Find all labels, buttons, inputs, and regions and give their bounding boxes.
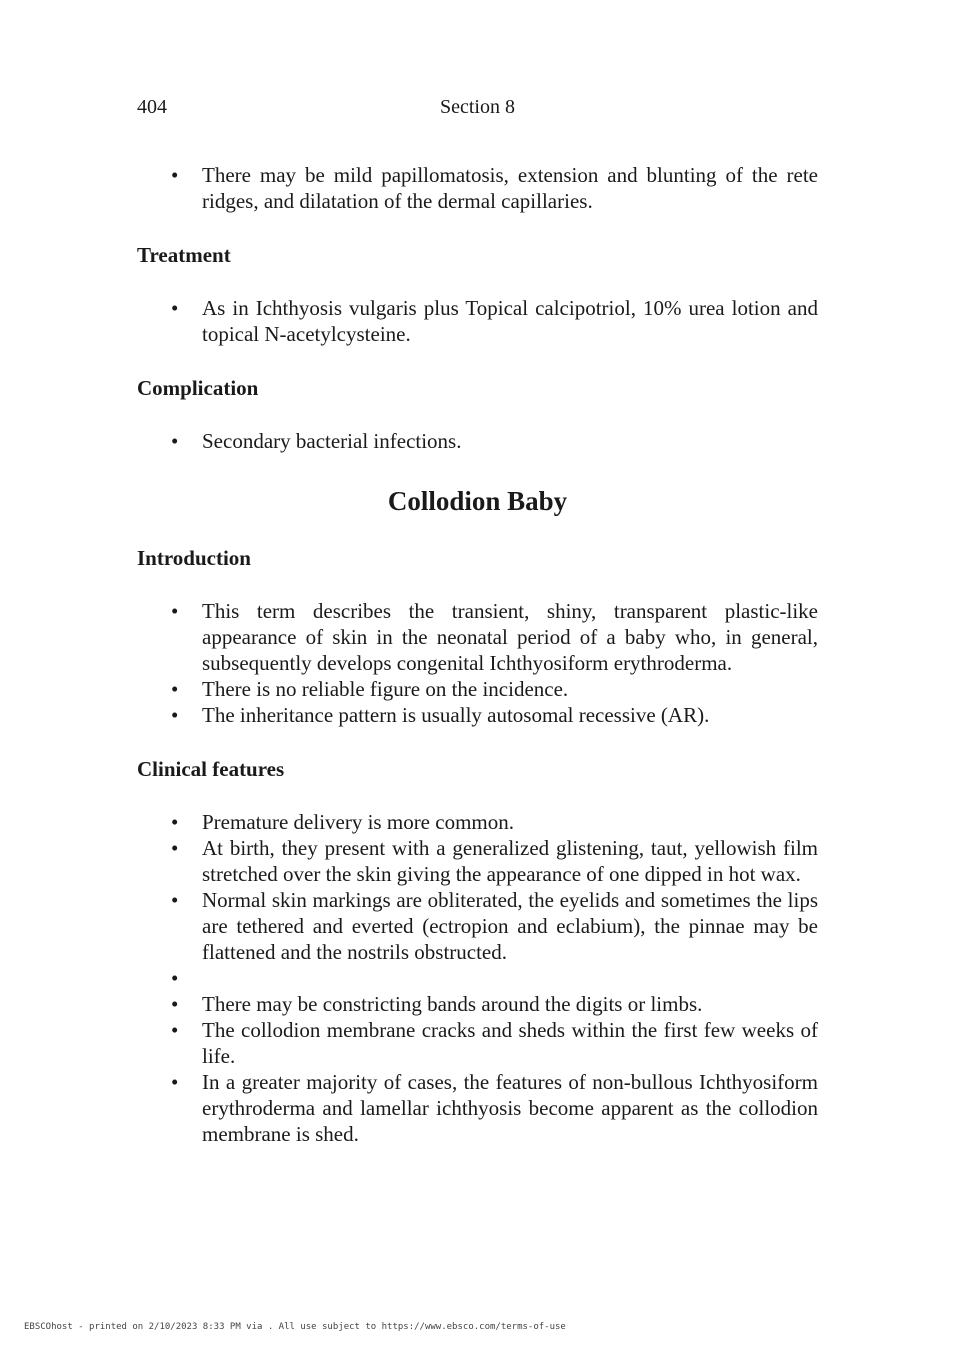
list-item: • At birth, they present with a generalized glistening, taut, yellowish film stretched over the skin giving the appearance of one dipped in hot wax. <box>202 835 818 887</box>
heading-complication: Complication <box>137 376 259 400</box>
list-item: • There may be constricting bands around the digits or limbs. <box>202 991 818 1017</box>
list-item <box>202 965 818 991</box>
list-item: • Premature delivery is more common. <box>202 809 818 835</box>
list-item: • This term describes the transient, shiny, transparent plastic-like appearance of skin in the neonatal period of a baby who, in general, subsequently develops congenital Ichthyosiform erythroderma. <box>202 598 818 676</box>
list-item: • There is no reliable figure on the incidence. <box>202 676 818 702</box>
bullet-list <box>137 295 818 347</box>
list-item: • As in Ichthyosis vulgaris plus Topical calcipotriol, 10% urea lotion and topical N-acetylcysteine. <box>202 295 818 347</box>
list-item: • The collodion membrane cracks and sheds within the first few weeks of life. <box>202 1017 818 1069</box>
running-head: Section 8 <box>440 96 515 118</box>
heading-clinical-features: Clinical features <box>137 757 285 781</box>
list-item: • Normal skin markings are obliterated, the eyelids and sometimes the lips are tethered and everted (ectropion and eclabium), the pinnae may be flattened and the nostrils obstructed. <box>202 887 818 965</box>
section-title: Collodion Baby <box>387 486 568 516</box>
list-item: • The inheritance pattern is usually autosomal recessive (AR). <box>202 702 818 728</box>
heading-introduction: Introduction <box>137 546 251 570</box>
list-item: • There may be mild papillomatosis, extension and blunting of the rete ridges, and dilatation of the dermal capillaries. <box>202 162 818 214</box>
bullet-list <box>137 162 818 214</box>
page-content <box>137 162 818 1147</box>
bullet-list <box>137 428 818 454</box>
bullet-list <box>137 598 818 728</box>
list-item: • In a greater majority of cases, the features of non-bullous Ichthyosiform erythroderma and lamellar ichthyosis become apparent as the collodion membrane is shed. <box>202 1069 818 1147</box>
heading-treatment: Treatment <box>137 243 231 267</box>
bullet-list <box>137 809 818 1147</box>
page-number: 404 <box>137 96 167 118</box>
footer-notice: EBSCOhost - printed on 2/10/2023 8:33 PM via . All use subject to https://www.ebsco.com/terms-of-use <box>24 1322 566 1332</box>
page-header <box>137 96 818 122</box>
list-item: • Secondary bacterial infections. <box>202 428 818 454</box>
